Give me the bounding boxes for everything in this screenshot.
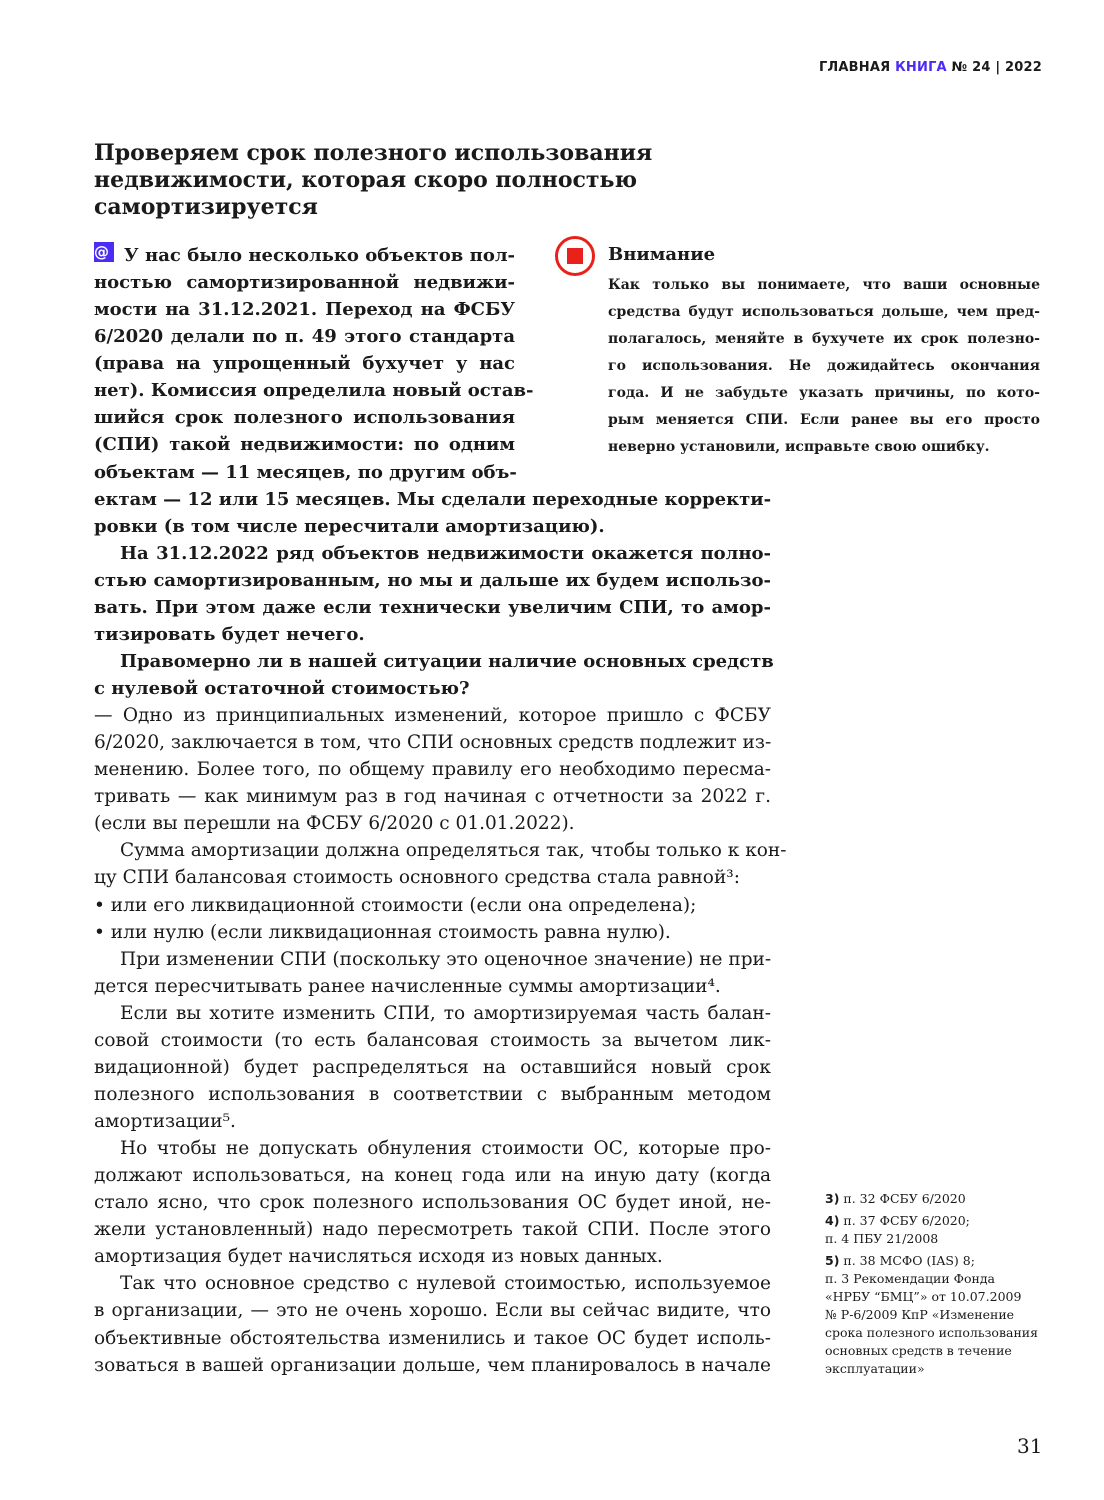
body-line: На 31.12.2022 ряд объектов недвижимости окажется полно- <box>120 542 771 564</box>
body-line: должают использоваться, на конец года или на иную дату (когда <box>94 1165 771 1187</box>
body-line: мости на 31.12.2021. Переход на ФСБУ <box>94 299 515 321</box>
body-line: 6/2020 делали по п. 49 этого стандарта <box>94 326 515 348</box>
body-line: амортизации⁵. <box>94 1111 236 1132</box>
body-line: цу СПИ балансовая стоимость основного средства стала равной³: <box>94 867 740 889</box>
body-line: • или его ликвидационной стоимости (если она определена); <box>94 894 697 916</box>
attention-text <box>608 272 1040 461</box>
body-line: ектам — 12 или 15 месяцев. Мы сделали переходные корректи- <box>94 488 772 510</box>
body-line: шийся срок полезного использования <box>94 407 515 429</box>
footnote <box>825 1212 1055 1248</box>
footnote-line <box>825 1190 1055 1208</box>
footnote-number: 4) <box>825 1213 840 1228</box>
footnote <box>825 1190 1055 1208</box>
magazine-header <box>819 60 1042 75</box>
footnote-line: № Р-6/2009 КпР «Изменение <box>825 1307 1015 1322</box>
stop-circle-icon <box>555 236 595 276</box>
body-line: нет). Комиссия определила новый остав- <box>94 380 534 402</box>
footnote-line <box>825 1252 1055 1270</box>
body-line: Так что основное средство с нулевой стоимостью, используемое <box>120 1273 771 1295</box>
page-number: 31 <box>1017 1434 1043 1458</box>
attention-line: Как только вы понимаете, что ваши основные <box>608 277 1040 293</box>
body-line: ровки (в том числе пересчитали амортизацию). <box>94 515 605 537</box>
body-line: совой стоимости (то есть балансовая стоимость за вычетом лик- <box>94 1029 771 1051</box>
footnote-text: п. 38 МСФО (IAS) 8; <box>843 1253 975 1268</box>
footnote-text: п. 37 ФСБУ 6/2020; <box>843 1213 970 1228</box>
footnote <box>825 1252 1055 1378</box>
body-line: полезного использования в соответствии с выбранным методом <box>94 1083 771 1105</box>
body-line: ностью самортизированной недвижи- <box>94 272 515 294</box>
body-line: Сумма амортизации должна определяться так, чтобы только к кон- <box>120 840 787 862</box>
attention-line: средства будут использоваться дольше, чем пред- <box>608 304 1040 320</box>
footnotes <box>825 1190 1055 1382</box>
brand-name: ГЛАВНАЯ <box>818 60 891 75</box>
body-line: Правомерно ли в нашей ситуации наличие основных средств <box>120 650 774 672</box>
body-line: 6/2020, заключается в том, что СПИ основных средств подлежит из- <box>94 732 772 754</box>
attention-line: рым меняется СПИ. Если ранее вы его просто <box>608 412 1040 428</box>
body-line: тривать — как минимум раз в год начиная с отчетности за 2022 г. <box>94 786 771 808</box>
footnote-line: «НРБУ “БМЦ”» от 10.07.2009 <box>825 1289 1022 1304</box>
footnote-line: эксплуатации» <box>825 1361 925 1376</box>
body-line: — Одно из принципиальных изменений, которое пришло с ФСБУ <box>94 705 771 727</box>
title-line: недвижимости, которая скоро полностью <box>94 167 638 193</box>
body-line: При изменении СПИ (поскольку это оценочное значение) не при- <box>120 948 772 970</box>
body-line: Если вы хотите изменить СПИ, то амортизируемая часть балан- <box>120 1002 771 1024</box>
footnote-text: п. 32 ФСБУ 6/2020 <box>843 1191 966 1206</box>
footnote-number: 5) <box>825 1253 840 1268</box>
title-line: самортизируется <box>94 194 318 220</box>
body-line: тизировать будет нечего. <box>94 623 365 645</box>
body-line: (если вы перешли на ФСБУ 6/2020 с 01.01.2022). <box>94 813 575 835</box>
footnote-number: 3) <box>825 1191 840 1206</box>
attention-line: года. И не забудьте указать причины, по кото- <box>608 385 1040 401</box>
body-line: амортизация будет начисляться исходя из новых данных. <box>94 1246 663 1268</box>
body-line: (права на упрощенный бухучет у нас <box>94 353 515 375</box>
body-line: (СПИ) такой недвижимости: по одним <box>94 434 515 456</box>
body-line: жели установленный) надо пересмотреть такой СПИ. После этого <box>94 1219 771 1241</box>
body-line: объективные обстоятельства изменились и такое ОС будет исполь- <box>94 1327 771 1349</box>
body-line: объектам — 11 месяцев, по другим объ- <box>94 461 517 483</box>
body-line <box>94 242 515 269</box>
body-line: стью самортизированным, но мы и дальше их будем использо- <box>94 569 771 591</box>
footnote-line: срока полезного использования <box>825 1325 1039 1340</box>
body-line-text: У нас было несколько объектов пол- <box>124 245 515 266</box>
body-line: менению. Более того, по общему правилу его необходимо пересма- <box>94 759 771 781</box>
title-line: Проверяем срок полезного использования <box>94 140 653 166</box>
attention-line: полагалось, меняйте в бухучете их срок полезно- <box>608 331 1040 347</box>
body-line: зоваться в вашей организации дольше, чем планировалось в начале <box>94 1354 771 1376</box>
issue-number: № 24 | 2022 <box>951 60 1042 75</box>
at-icon: @ <box>94 242 114 262</box>
body-line: • или нулю (если ликвидационная стоимость равна нулю). <box>94 921 671 943</box>
footnote-line: п. 4 ПБУ 21/2008 <box>825 1231 939 1246</box>
article-title <box>94 140 734 221</box>
body-line: вать. При этом даже если технически увеличим СПИ, то амор- <box>94 596 771 618</box>
attention-title: Внимание <box>608 244 716 265</box>
footnote-line: п. 3 Рекомендации Фонда <box>825 1271 996 1286</box>
body-line: видационной) будет распределяться на оставшийся новый срок <box>94 1056 771 1078</box>
brand-name-accent: КНИГА <box>895 60 947 75</box>
body-line: дется пересчитывать ранее начисленные суммы амортизации⁴. <box>94 975 721 997</box>
body-line: стало ясно, что срок полезного использования ОС будет иной, не- <box>94 1192 771 1214</box>
footnote-line <box>825 1212 1055 1230</box>
footnote-line: основных средств в течение <box>825 1343 1012 1358</box>
body-line: Но чтобы не допускать обнуления стоимости ОС, которые про- <box>120 1138 771 1160</box>
body-line: с нулевой остаточной стоимостью? <box>94 678 470 699</box>
attention-line: неверно установили, исправьте свою ошибку. <box>608 439 990 455</box>
body-line: в организации, — это не очень хорошо. Если вы сейчас видите, что <box>94 1300 771 1322</box>
attention-line: го использования. Не дожидайтесь окончания <box>608 358 1040 374</box>
